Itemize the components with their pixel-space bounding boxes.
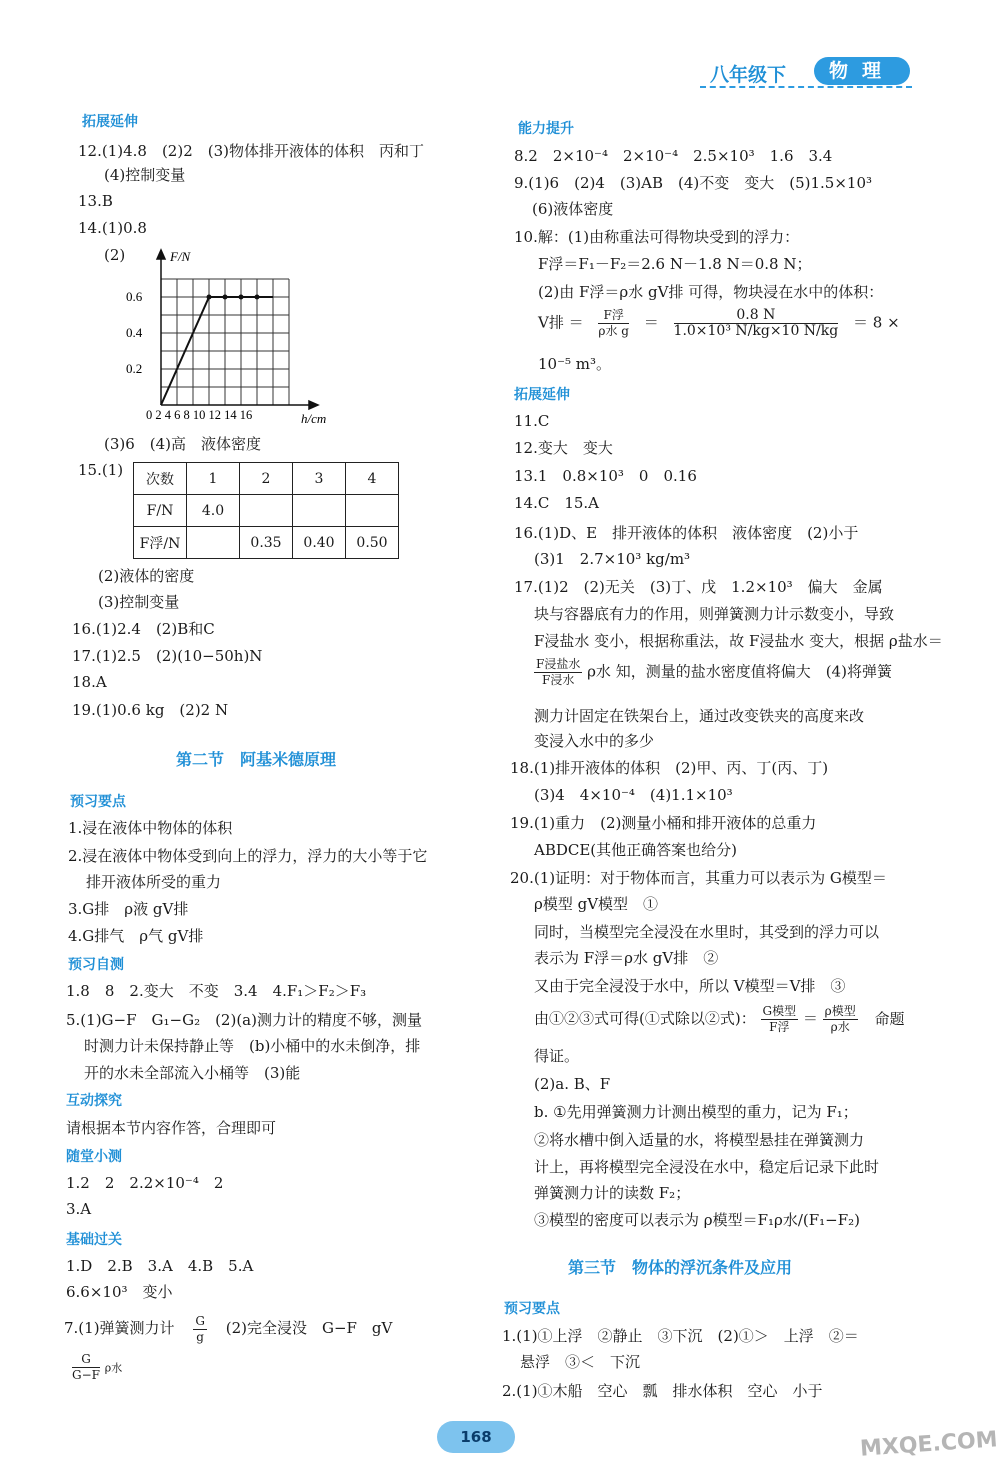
answer-text: 命题 bbox=[874, 1009, 905, 1028]
fraction-denominator: ρ水 g bbox=[598, 324, 629, 338]
answer-line: 由①②③式可得(①式除以②式)： $\frac{\text{G模型}}{\text{F浮}}$ ＝ $\frac{\text{ρ模型}}{\text{ρ水}}$ 命题 bbox=[534, 1004, 905, 1034]
chapter-title: 第三节 物体的浮沉条件及应用 bbox=[568, 1258, 793, 1277]
graph-ylabel: F/N bbox=[170, 249, 191, 264]
answer-line: ABDCE(其他正确答案也给分) bbox=[534, 841, 738, 859]
fraction-numerator: G bbox=[195, 1313, 205, 1328]
answer-line: 变浸入水中的多少 bbox=[534, 732, 655, 750]
fraction-numerator: ρ模型 bbox=[824, 1004, 856, 1018]
table-cell: 0.40 bbox=[293, 527, 346, 559]
grade-label: 八年级下 bbox=[710, 64, 787, 86]
answer-line: 又由于完全浸没于水中，所以 V模型＝V排 ③ bbox=[534, 977, 846, 995]
force-depth-graph bbox=[104, 245, 344, 430]
table-cell bbox=[187, 527, 240, 559]
answer-line: 2.浸在液体中物体受到向上的浮力，浮力的大小等于它 bbox=[68, 847, 428, 865]
answer-line: ③模型的密度可以表示为 ρ模型＝F₁ρ水/(F₁−F₂) bbox=[534, 1211, 860, 1229]
section-title: 预习要点 bbox=[70, 794, 126, 810]
section-title: 互动探究 bbox=[66, 1093, 122, 1109]
table-cell: 0.50 bbox=[346, 527, 399, 559]
answer-line: 2.(1)①木船 空心 瓢 排水体积 空心 小于 bbox=[502, 1382, 823, 1400]
table-cell bbox=[240, 495, 293, 527]
answer-line: b. ①先用弹簧测力计测出模型的重力，记为 F₁； bbox=[534, 1103, 858, 1121]
answer-line: (6)液体密度 bbox=[532, 200, 614, 218]
answer-text: 由①②③式可得(①式除以②式)： bbox=[534, 1009, 756, 1028]
answer-line: 20.(1)证明：对于物体而言，其重力可以表示为 G模型＝ bbox=[510, 869, 887, 887]
answer-line: 19.(1)重力 (2)测量小桶和排开液体的总重力 bbox=[510, 814, 817, 832]
answer-text: ρ水 知，测量的盐水密度值将偏大 (4)将弹簧 bbox=[587, 662, 892, 681]
answer-line: 12.(1)4.8 (2)2 (3)物体排开液体的体积 丙和丁 bbox=[78, 142, 424, 160]
section-title: 拓展延伸 bbox=[82, 114, 138, 130]
answer-line: 16.(1)D、E 排开液体的体积 液体密度 (2)小于 bbox=[514, 524, 859, 542]
answer-line: 15.(1) bbox=[78, 461, 124, 479]
table-cell: 2 bbox=[240, 463, 293, 495]
section-title: 能力提升 bbox=[518, 121, 574, 137]
page-number: 168 bbox=[437, 1421, 515, 1453]
fraction-numerator: F浮 bbox=[598, 308, 629, 324]
answer-line: (2)a. B、F bbox=[534, 1075, 611, 1093]
chapter-title: 第二节 阿基米德原理 bbox=[176, 750, 337, 769]
table-cell: 0.35 bbox=[240, 527, 293, 559]
answer-line: F浮＝F₁－F₂＝2.6 N－1.8 N＝0.8 N； bbox=[538, 255, 812, 273]
header-divider bbox=[700, 86, 912, 88]
table-cell bbox=[346, 495, 399, 527]
answer-line: 4.G排气 ρ气 gV排 bbox=[68, 927, 204, 945]
answer-line: 时测力计未保持静止等 (b)小桶中的水未倒净，排 bbox=[84, 1037, 421, 1055]
table-cell: 4 bbox=[346, 463, 399, 495]
answer-text: ρ水 bbox=[104, 1361, 123, 1375]
fraction-numerator: G bbox=[72, 1352, 100, 1368]
answer-line: ②将水槽中倒入适量的水，将模型悬挂在弹簧测力 bbox=[534, 1131, 865, 1149]
table-cell: 4.0 bbox=[187, 495, 240, 527]
answer-line: 9.(1)6 (2)4 (3)AB (4)不变 变大 (5)1.5×10³ bbox=[514, 174, 873, 192]
answer-line: (3)1 2.7×10³ kg/m³ bbox=[534, 550, 691, 568]
table-row bbox=[134, 495, 399, 527]
answer-line: 13.B bbox=[78, 192, 113, 210]
answer-line: (2) bbox=[104, 246, 126, 264]
fraction bbox=[674, 308, 839, 339]
fraction-numerator: 0.8 N bbox=[674, 308, 839, 324]
answer-line: (3)6 (4)高 液体密度 bbox=[104, 435, 262, 453]
answer-line: (2)液体的密度 bbox=[98, 567, 195, 585]
table-cell: 3 bbox=[293, 463, 346, 495]
answer-line bbox=[534, 657, 892, 688]
section-title: 预习要点 bbox=[504, 1301, 560, 1317]
answer-line: (3)控制变量 bbox=[98, 593, 180, 611]
graph-ytick: 0.4 bbox=[126, 325, 143, 340]
answer-line: 测力计固定在铁架台上，通过改变铁夹的高度来改 bbox=[534, 707, 865, 725]
answer-line: 1.8 8 2.变大 不变 3.4 4.F₁＞F₂＞F₃ bbox=[66, 982, 367, 1000]
answer-line: 6.6×10³ 变小 bbox=[66, 1283, 173, 1301]
answer-line: (2)由 F浮＝ρ水 gV排 可得，物块浸在水中的体积： bbox=[538, 283, 884, 301]
answer-line: 18.(1)排开液体的体积 (2)甲、丙、丁(丙、丁) bbox=[510, 759, 829, 777]
answer-line: (3)4 4×10⁻⁴ (4)1.1×10³ bbox=[534, 786, 733, 804]
answer-text: (2)完全浸没 G−F gV bbox=[225, 1319, 393, 1337]
fraction bbox=[72, 1352, 100, 1383]
watermark-logo: MXQE.COM bbox=[859, 1427, 999, 1462]
data-table bbox=[133, 462, 399, 559]
answer-line: 请根据本节内容作答，合理即可 bbox=[66, 1119, 277, 1137]
answer-text: ＝ bbox=[643, 313, 659, 332]
fraction bbox=[598, 308, 629, 339]
answer-line: 11.C bbox=[514, 412, 550, 430]
table-row bbox=[134, 527, 399, 559]
answer-line: 计上，再将模型完全浸没在水中，稳定后记录下此时 bbox=[534, 1158, 880, 1176]
answer-line: 14.(1)0.8 bbox=[78, 219, 147, 237]
section-title: 预习自测 bbox=[68, 957, 124, 973]
answer-text: ＝ 8 × bbox=[853, 313, 900, 332]
graph-ytick: 0.6 bbox=[126, 289, 143, 304]
fraction-denominator: 1.0×10³ N/kg×10 N/kg bbox=[673, 323, 839, 339]
answer-text: V排 ＝ bbox=[538, 313, 584, 332]
answer-line: 14.C 15.A bbox=[514, 494, 600, 512]
table-cell: 1 bbox=[187, 463, 240, 495]
fraction bbox=[193, 1314, 207, 1345]
table-cell: 次数 bbox=[134, 463, 187, 495]
equation-line bbox=[538, 308, 900, 339]
answer-line: 18.A bbox=[72, 673, 107, 691]
fraction bbox=[823, 1004, 858, 1035]
answer-line: 1.D 2.B 3.A 4.B 5.A bbox=[66, 1257, 254, 1275]
table-cell: F浮/N bbox=[134, 527, 187, 559]
subject-badge: 物理 bbox=[814, 57, 910, 85]
answer-line: 1.浸在液体中物体的体积 bbox=[68, 819, 233, 837]
table-row bbox=[134, 463, 399, 495]
answer-line: 12.变大 变大 bbox=[514, 439, 613, 457]
fraction-denominator: F浮 bbox=[769, 1020, 790, 1034]
section-title: 基础过关 bbox=[66, 1232, 122, 1248]
fraction-numerator: F浸盐水 bbox=[536, 657, 581, 671]
answer-line: 3.A bbox=[66, 1200, 92, 1218]
answer-line: 10⁻⁵ m³。 bbox=[538, 355, 612, 373]
answer-line: 同时，当模型完全浸没在水里时，其受到的浮力可以 bbox=[534, 923, 880, 941]
fraction-denominator: ρ水 bbox=[830, 1020, 850, 1034]
answer-line: 13.1 0.8×10³ 0 0.16 bbox=[514, 467, 697, 485]
answer-line: 3.G排 ρ液 gV排 bbox=[68, 900, 189, 918]
answer-line: 开的水未全部流入小桶等 (3)能 bbox=[84, 1064, 301, 1082]
fraction-denominator: G−F bbox=[72, 1368, 100, 1382]
section-title: 拓展延伸 bbox=[514, 387, 570, 403]
answer-line: 排开液体所受的重力 bbox=[86, 873, 222, 891]
graph-xlabel: h/cm bbox=[301, 411, 327, 426]
answer-line: 1.2 2 2.2×10⁻⁴ 2 bbox=[66, 1174, 224, 1192]
answer-line: F浸盐水 变小，根据称重法，故 F浸盐水 变大，根据 ρ盐水＝ bbox=[534, 632, 943, 650]
graph-axes bbox=[157, 250, 318, 409]
answer-line: ρ模型 gV模型 ① bbox=[534, 895, 659, 913]
answer-line: 块与容器底有力的作用，则弹簧测力计示数变小，导致 bbox=[534, 605, 895, 623]
answer-line: 5.(1)G−F G₁−G₂ (2)(a)测力计的精度不够，测量 bbox=[66, 1011, 422, 1029]
table-cell: F/N bbox=[134, 495, 187, 527]
answer-line: 表示为 F浮＝ρ水 gV排 ② bbox=[534, 949, 719, 967]
answer-line: 10.解：(1)由称重法可得物块受到的浮力： bbox=[514, 228, 800, 246]
fraction-numerator: G模型 bbox=[762, 1004, 797, 1018]
answer-line: 得证。 bbox=[534, 1047, 580, 1065]
answer-line: 8.2 2×10⁻⁴ 2×10⁻⁴ 2.5×10³ 1.6 3.4 bbox=[514, 147, 833, 165]
answer-text: 7.(1)弹簧测力计 bbox=[64, 1319, 175, 1337]
answer-line: 17.(1)2.5 (2)(10−50h)N bbox=[72, 647, 263, 665]
table-cell bbox=[293, 495, 346, 527]
answer-line: (4)控制变量 bbox=[104, 166, 186, 184]
fraction bbox=[534, 657, 582, 688]
answer-line: 1.(1)①上浮 ②静止 ③下沉 (2)①＞ 上浮 ②＝ bbox=[502, 1327, 859, 1345]
fraction-denominator: F浸水 bbox=[542, 673, 575, 687]
answer-line: 19.(1)0.6 kg (2)2 N bbox=[72, 701, 229, 719]
fraction bbox=[761, 1004, 799, 1035]
answer-line: 弹簧测力计的读数 F₂； bbox=[534, 1184, 691, 1202]
answer-line: 17.(1)2 (2)无关 (3)丁、戊 1.2×10³ 偏大 金属 bbox=[514, 578, 883, 596]
fraction-denominator: g bbox=[196, 1329, 204, 1344]
graph-xticks: 0 2 4 6 8 10 12 14 16 bbox=[146, 408, 253, 422]
graph-ytick: 0.2 bbox=[126, 361, 143, 376]
answer-line bbox=[64, 1308, 392, 1348]
answer-line: 16.(1)2.4 (2)B和C bbox=[72, 620, 215, 638]
answer-line bbox=[72, 1352, 122, 1383]
answer-line: 悬浮 ③＜ 下沉 bbox=[520, 1353, 641, 1371]
section-title: 随堂小测 bbox=[66, 1149, 122, 1165]
